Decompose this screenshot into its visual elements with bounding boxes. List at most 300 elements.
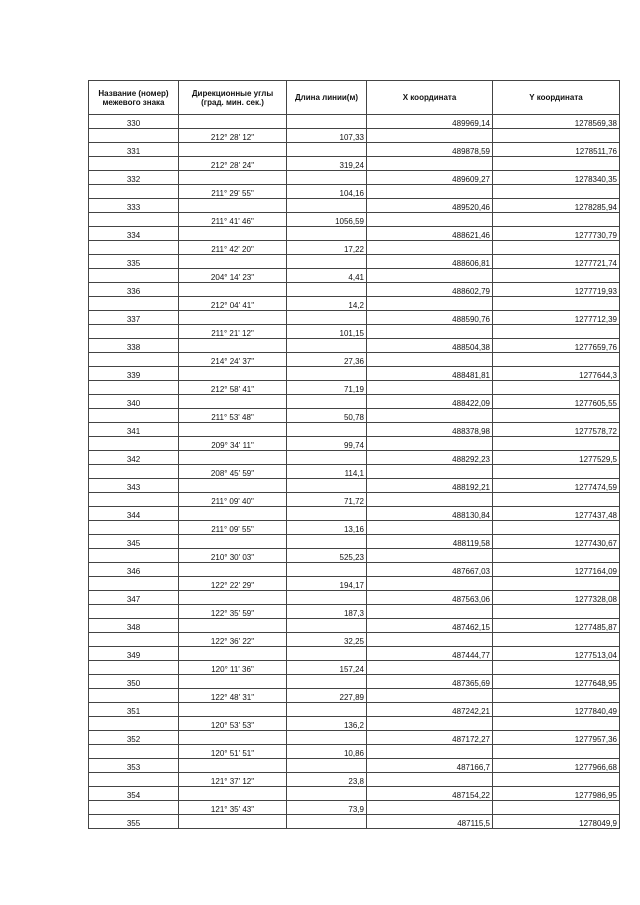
segment-length: 187,3 (287, 605, 367, 619)
empty-cell (367, 493, 493, 507)
point-y: 1277840,49 (493, 703, 620, 717)
point-y: 1278340,35 (493, 171, 620, 185)
header-name: Название (номер) межевого знака (89, 81, 179, 115)
segment-row (89, 409, 620, 423)
segment-angle: 210° 30' 03" (179, 549, 287, 563)
segment-row (89, 493, 620, 507)
segment-row (89, 717, 620, 731)
segment-row (89, 213, 620, 227)
segment-angle: 214° 24' 37" (179, 353, 287, 367)
segment-row (89, 437, 620, 451)
point-name: 330 (89, 115, 179, 129)
point-row (89, 703, 620, 717)
point-y: 1277986,95 (493, 787, 620, 801)
empty-cell (179, 339, 287, 353)
segment-row (89, 157, 620, 171)
point-y: 1277719,93 (493, 283, 620, 297)
point-x: 489878,59 (367, 143, 493, 157)
empty-cell (493, 745, 620, 759)
point-row (89, 563, 620, 577)
empty-cell (367, 717, 493, 731)
point-row (89, 647, 620, 661)
segment-angle: 211° 21' 12" (179, 325, 287, 339)
empty-cell (287, 619, 367, 633)
empty-cell (89, 381, 179, 395)
segment-length: 14,2 (287, 297, 367, 311)
empty-cell (179, 479, 287, 493)
point-name: 333 (89, 199, 179, 213)
segment-angle: 121° 37' 12" (179, 773, 287, 787)
empty-cell (367, 633, 493, 647)
point-row (89, 227, 620, 241)
point-y: 1277712,39 (493, 311, 620, 325)
point-name: 355 (89, 815, 179, 829)
empty-cell (287, 535, 367, 549)
segment-angle: 204° 14' 23" (179, 269, 287, 283)
segment-row (89, 577, 620, 591)
empty-cell (179, 759, 287, 773)
empty-cell (179, 507, 287, 521)
point-name: 336 (89, 283, 179, 297)
segment-angle: 209° 34' 11" (179, 437, 287, 451)
point-name: 338 (89, 339, 179, 353)
empty-cell (287, 423, 367, 437)
empty-cell (179, 647, 287, 661)
empty-cell (287, 395, 367, 409)
segment-row (89, 465, 620, 479)
empty-cell (287, 255, 367, 269)
segment-angle: 122° 36' 22" (179, 633, 287, 647)
empty-cell (179, 199, 287, 213)
segment-row (89, 353, 620, 367)
point-row (89, 143, 620, 157)
empty-cell (89, 549, 179, 563)
point-row (89, 283, 620, 297)
empty-cell (493, 325, 620, 339)
empty-cell (367, 521, 493, 535)
segment-angle: 122° 48' 31" (179, 689, 287, 703)
empty-cell (179, 395, 287, 409)
empty-cell (493, 717, 620, 731)
empty-cell (287, 647, 367, 661)
segment-angle: 211° 41' 46" (179, 213, 287, 227)
segment-angle: 122° 35' 59" (179, 605, 287, 619)
point-name: 354 (89, 787, 179, 801)
empty-cell (287, 703, 367, 717)
point-row (89, 535, 620, 549)
empty-cell (89, 745, 179, 759)
segment-angle: 211° 09' 55" (179, 521, 287, 535)
point-x: 488422,09 (367, 395, 493, 409)
point-x: 488481,81 (367, 367, 493, 381)
point-name: 344 (89, 507, 179, 521)
segment-length: 319,24 (287, 157, 367, 171)
empty-cell (367, 745, 493, 759)
empty-cell (287, 115, 367, 129)
point-name: 347 (89, 591, 179, 605)
empty-cell (179, 423, 287, 437)
empty-cell (89, 577, 179, 591)
empty-cell (287, 815, 367, 829)
segment-length: 27,36 (287, 353, 367, 367)
segment-angle: 212° 28' 12" (179, 129, 287, 143)
empty-cell (179, 171, 287, 185)
point-x: 488590,76 (367, 311, 493, 325)
segment-length: 157,24 (287, 661, 367, 675)
point-row (89, 479, 620, 493)
empty-cell (179, 731, 287, 745)
segment-row (89, 661, 620, 675)
empty-cell (89, 185, 179, 199)
empty-cell (179, 227, 287, 241)
point-y: 1277957,36 (493, 731, 620, 745)
empty-cell (179, 311, 287, 325)
empty-cell (89, 801, 179, 815)
point-y: 1277513,04 (493, 647, 620, 661)
point-x: 488621,46 (367, 227, 493, 241)
empty-cell (367, 437, 493, 451)
segment-length: 525,23 (287, 549, 367, 563)
empty-cell (493, 157, 620, 171)
point-x: 488378,98 (367, 423, 493, 437)
empty-cell (367, 269, 493, 283)
empty-cell (493, 633, 620, 647)
empty-cell (287, 507, 367, 521)
segment-row (89, 269, 620, 283)
empty-cell (89, 689, 179, 703)
segment-length: 1056,59 (287, 213, 367, 227)
empty-cell (367, 325, 493, 339)
empty-cell (493, 129, 620, 143)
segment-length: 4,41 (287, 269, 367, 283)
point-name: 335 (89, 255, 179, 269)
point-y: 1278511,76 (493, 143, 620, 157)
point-x: 488602,79 (367, 283, 493, 297)
segment-row (89, 241, 620, 255)
point-name: 331 (89, 143, 179, 157)
empty-cell (89, 409, 179, 423)
empty-cell (287, 563, 367, 577)
empty-cell (89, 325, 179, 339)
point-x: 487154,22 (367, 787, 493, 801)
point-row (89, 255, 620, 269)
point-x: 489969,14 (367, 115, 493, 129)
empty-cell (179, 143, 287, 157)
empty-cell (287, 591, 367, 605)
point-x: 488130,84 (367, 507, 493, 521)
empty-cell (367, 661, 493, 675)
segment-angle: 212° 58' 41" (179, 381, 287, 395)
empty-cell (367, 381, 493, 395)
point-row (89, 591, 620, 605)
point-row (89, 759, 620, 773)
segment-angle: 121° 35' 43" (179, 801, 287, 815)
empty-cell (179, 591, 287, 605)
header-y: Y координата (493, 81, 620, 115)
empty-cell (493, 773, 620, 787)
segment-angle: 211° 42' 20" (179, 241, 287, 255)
empty-cell (493, 493, 620, 507)
segment-length: 10,86 (287, 745, 367, 759)
empty-cell (367, 157, 493, 171)
point-name: 348 (89, 619, 179, 633)
segment-length: 99,74 (287, 437, 367, 451)
point-x: 489609,27 (367, 171, 493, 185)
empty-cell (89, 773, 179, 787)
empty-cell (493, 577, 620, 591)
point-row (89, 423, 620, 437)
point-y: 1277529,5 (493, 451, 620, 465)
empty-cell (179, 563, 287, 577)
point-row (89, 731, 620, 745)
coordinates-table (88, 80, 620, 829)
empty-cell (287, 451, 367, 465)
point-x: 488192,21 (367, 479, 493, 493)
segment-row (89, 605, 620, 619)
point-name: 340 (89, 395, 179, 409)
point-row (89, 619, 620, 633)
point-name: 350 (89, 675, 179, 689)
header-row (89, 81, 620, 115)
empty-cell (179, 255, 287, 269)
point-row (89, 675, 620, 689)
empty-cell (287, 199, 367, 213)
point-name: 345 (89, 535, 179, 549)
point-name: 342 (89, 451, 179, 465)
point-x: 487444,77 (367, 647, 493, 661)
segment-row (89, 129, 620, 143)
empty-cell (179, 703, 287, 717)
header-x: X координата (367, 81, 493, 115)
segment-angle: 212° 28' 24" (179, 157, 287, 171)
segment-length: 71,19 (287, 381, 367, 395)
segment-row (89, 381, 620, 395)
empty-cell (367, 577, 493, 591)
segment-row (89, 633, 620, 647)
empty-cell (179, 619, 287, 633)
segment-length: 194,17 (287, 577, 367, 591)
point-x: 488504,38 (367, 339, 493, 353)
point-y: 1277605,55 (493, 395, 620, 409)
point-y: 1277437,48 (493, 507, 620, 521)
empty-cell (179, 283, 287, 297)
segment-row (89, 325, 620, 339)
point-row (89, 787, 620, 801)
empty-cell (89, 437, 179, 451)
point-y: 1277648,95 (493, 675, 620, 689)
point-row (89, 395, 620, 409)
segment-length: 23,8 (287, 773, 367, 787)
empty-cell (89, 269, 179, 283)
point-x: 487563,06 (367, 591, 493, 605)
empty-cell (493, 185, 620, 199)
empty-cell (367, 129, 493, 143)
segment-row (89, 549, 620, 563)
empty-cell (493, 801, 620, 815)
point-row (89, 339, 620, 353)
point-name: 349 (89, 647, 179, 661)
empty-cell (179, 787, 287, 801)
empty-cell (367, 353, 493, 367)
segment-length: 227,89 (287, 689, 367, 703)
point-y: 1277430,67 (493, 535, 620, 549)
empty-cell (493, 521, 620, 535)
point-row (89, 451, 620, 465)
empty-cell (287, 339, 367, 353)
segment-length: 136,2 (287, 717, 367, 731)
empty-cell (89, 493, 179, 507)
point-x: 488606,81 (367, 255, 493, 269)
segment-angle: 212° 04' 41" (179, 297, 287, 311)
point-x: 487462,15 (367, 619, 493, 633)
empty-cell (287, 311, 367, 325)
point-name: 332 (89, 171, 179, 185)
empty-cell (287, 171, 367, 185)
point-name: 351 (89, 703, 179, 717)
segment-row (89, 689, 620, 703)
header-length: Длина линии(м) (287, 81, 367, 115)
empty-cell (493, 437, 620, 451)
point-row (89, 115, 620, 129)
empty-cell (493, 381, 620, 395)
point-name: 339 (89, 367, 179, 381)
point-y: 1277966,68 (493, 759, 620, 773)
empty-cell (89, 661, 179, 675)
segment-row (89, 745, 620, 759)
empty-cell (179, 675, 287, 689)
empty-cell (493, 465, 620, 479)
empty-cell (367, 241, 493, 255)
empty-cell (367, 605, 493, 619)
point-name: 337 (89, 311, 179, 325)
empty-cell (89, 465, 179, 479)
empty-cell (89, 717, 179, 731)
point-y: 1277328,08 (493, 591, 620, 605)
point-x: 487115,5 (367, 815, 493, 829)
point-y: 1277644,3 (493, 367, 620, 381)
empty-cell (89, 157, 179, 171)
empty-cell (493, 689, 620, 703)
empty-cell (367, 185, 493, 199)
empty-cell (367, 773, 493, 787)
empty-cell (367, 213, 493, 227)
point-row (89, 507, 620, 521)
point-x: 488292,23 (367, 451, 493, 465)
segment-angle: 208° 45' 59" (179, 465, 287, 479)
empty-cell (287, 787, 367, 801)
point-y: 1278569,38 (493, 115, 620, 129)
point-x: 487365,69 (367, 675, 493, 689)
empty-cell (493, 241, 620, 255)
empty-cell (287, 283, 367, 297)
segment-length: 107,33 (287, 129, 367, 143)
empty-cell (287, 367, 367, 381)
empty-cell (89, 297, 179, 311)
point-row (89, 199, 620, 213)
empty-cell (367, 549, 493, 563)
point-y: 1277730,79 (493, 227, 620, 241)
empty-cell (493, 661, 620, 675)
empty-cell (89, 605, 179, 619)
header-angle: Дирекционные углы (град. мин. сек.) (179, 81, 287, 115)
point-y: 1277474,59 (493, 479, 620, 493)
empty-cell (179, 115, 287, 129)
empty-cell (493, 297, 620, 311)
segment-angle: 120° 51' 51" (179, 745, 287, 759)
point-y: 1277485,87 (493, 619, 620, 633)
point-y: 1277659,76 (493, 339, 620, 353)
point-row (89, 815, 620, 829)
point-row (89, 367, 620, 381)
empty-cell (367, 297, 493, 311)
segment-length: 50,78 (287, 409, 367, 423)
empty-cell (367, 689, 493, 703)
empty-cell (367, 465, 493, 479)
point-name: 343 (89, 479, 179, 493)
empty-cell (179, 451, 287, 465)
empty-cell (493, 605, 620, 619)
empty-cell (493, 269, 620, 283)
segment-row (89, 801, 620, 815)
empty-cell (287, 227, 367, 241)
point-y: 1278049,9 (493, 815, 620, 829)
segment-angle: 122° 22' 29" (179, 577, 287, 591)
empty-cell (367, 409, 493, 423)
point-y: 1277164,09 (493, 563, 620, 577)
point-name: 334 (89, 227, 179, 241)
segment-angle: 211° 29' 55" (179, 185, 287, 199)
point-row (89, 311, 620, 325)
point-x: 487667,03 (367, 563, 493, 577)
point-y: 1277721,74 (493, 255, 620, 269)
segment-row (89, 185, 620, 199)
point-x: 487172,27 (367, 731, 493, 745)
empty-cell (287, 479, 367, 493)
point-x: 487166,7 (367, 759, 493, 773)
empty-cell (179, 535, 287, 549)
empty-cell (89, 353, 179, 367)
segment-angle: 120° 11' 36" (179, 661, 287, 675)
empty-cell (179, 367, 287, 381)
segment-length: 17,22 (287, 241, 367, 255)
point-name: 341 (89, 423, 179, 437)
point-x: 487242,21 (367, 703, 493, 717)
empty-cell (89, 129, 179, 143)
empty-cell (493, 409, 620, 423)
empty-cell (493, 213, 620, 227)
point-x: 489520,46 (367, 199, 493, 213)
point-x: 488119,58 (367, 535, 493, 549)
empty-cell (493, 549, 620, 563)
table-body (89, 115, 620, 829)
segment-length: 101,15 (287, 325, 367, 339)
point-name: 346 (89, 563, 179, 577)
segment-length: 73,9 (287, 801, 367, 815)
empty-cell (287, 143, 367, 157)
segment-angle: 120° 53' 53" (179, 717, 287, 731)
empty-cell (89, 521, 179, 535)
point-y: 1277578,72 (493, 423, 620, 437)
segment-row (89, 773, 620, 787)
segment-row (89, 297, 620, 311)
empty-cell (287, 731, 367, 745)
empty-cell (367, 801, 493, 815)
segment-length: 71,72 (287, 493, 367, 507)
empty-cell (493, 353, 620, 367)
segment-length: 32,25 (287, 633, 367, 647)
segment-angle: 211° 09' 40" (179, 493, 287, 507)
point-y: 1278285,94 (493, 199, 620, 213)
